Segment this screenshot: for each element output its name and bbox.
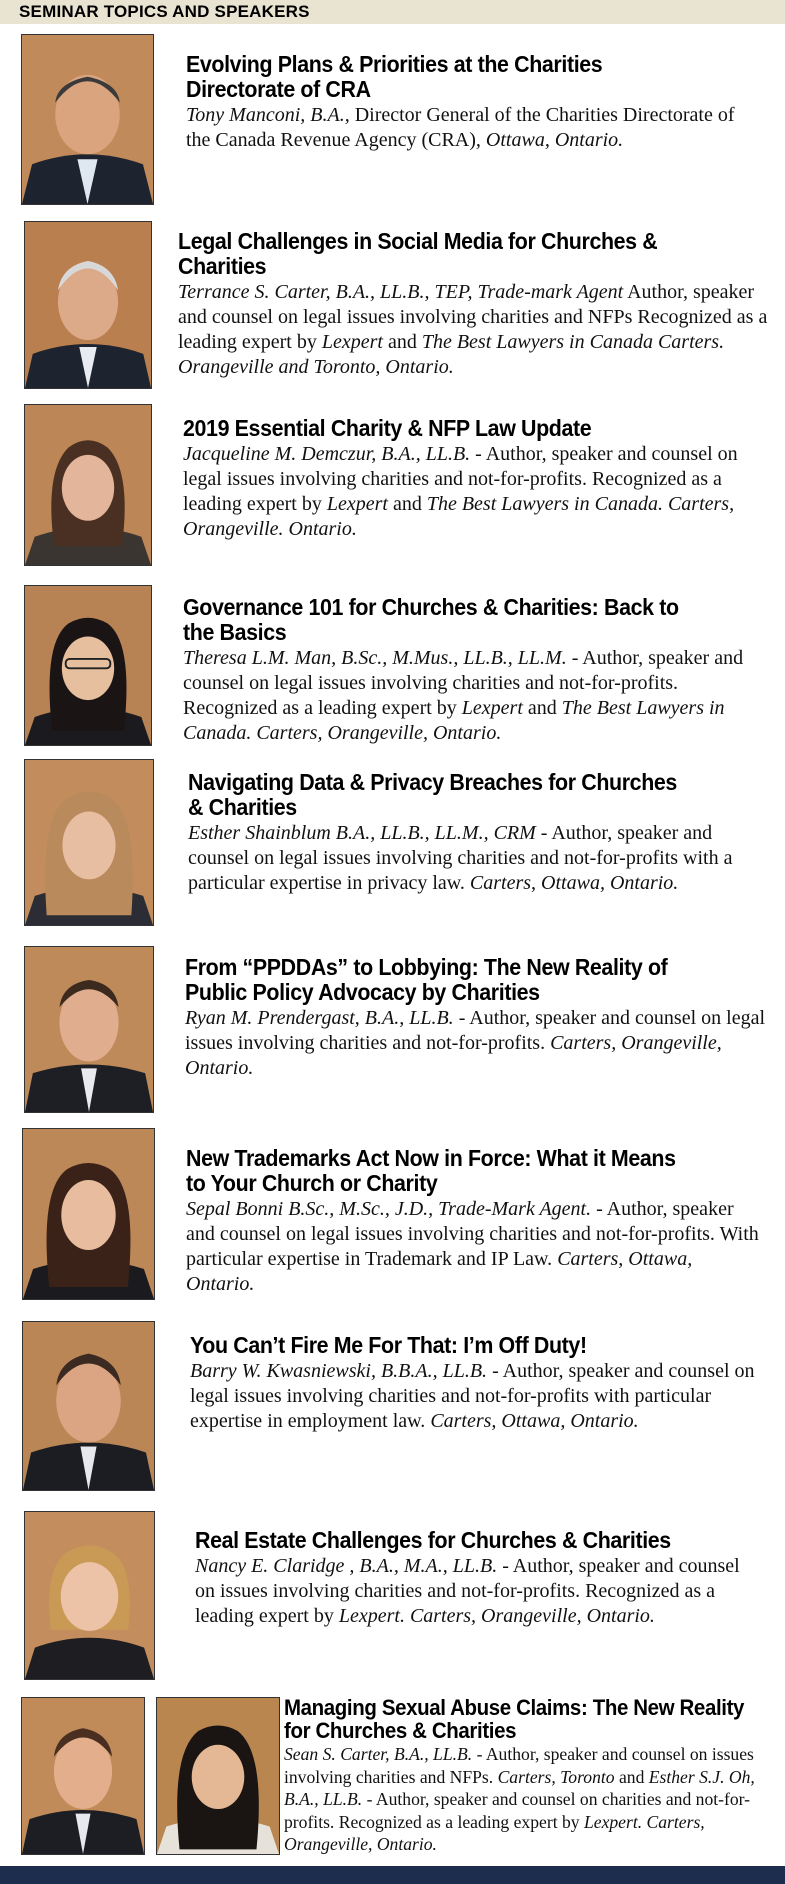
expert-source: Lexpert: [461, 697, 523, 719]
speaker-location: Carters, Toronto: [497, 1766, 615, 1787]
speaker-text: [190, 1333, 770, 1434]
speaker-text: [178, 229, 768, 380]
speaker-photo: [21, 34, 154, 205]
speaker-location: Carters, Orangeville, Ontario.: [409, 1605, 655, 1627]
speaker-name: Esther Shainblum B.A., LL.B., LL.M., CRM: [188, 822, 536, 844]
speaker-location: , Ottawa, Ontario.: [475, 129, 624, 151]
expert-source: Lexpert: [321, 331, 383, 353]
speaker-bio: [188, 821, 773, 896]
footer-bar: [0, 1866, 785, 1884]
speaker-description: - Author, speaker and counsel on legal issues involving charities and not-for-profits. With particular expertise in Trademark and IP Law.: [186, 1198, 759, 1270]
speaker-bio: [190, 1359, 770, 1434]
speaker-bio: [186, 1197, 761, 1297]
speaker-photo: [22, 1128, 155, 1300]
speaker-text: [183, 416, 768, 542]
conjunction: and: [614, 1766, 649, 1787]
conjunction: and: [382, 331, 422, 353]
speaker-name: Sepal Bonni B.Sc., M.Sc., J.D., Trade-Mark Agent.: [186, 1198, 592, 1220]
speaker-photo: [21, 1697, 145, 1855]
speaker-photo: [156, 1697, 280, 1855]
speaker-photo: [22, 1321, 155, 1491]
speaker-bio: [183, 442, 768, 542]
seminar-title: Real Estate Challenges for Churches & Charities: [195, 1527, 671, 1553]
speaker-location: Carters, Ottawa, Ontario.: [430, 1410, 639, 1432]
speaker-bio: [284, 1743, 779, 1856]
speaker-description: - Author, speaker and counsel on legal issues involving charities and not-for-profits with particular expertise in employment law.: [190, 1360, 755, 1432]
speaker-photo: [24, 946, 154, 1113]
speaker-description: Author, speaker and counsel on legal issues involving charities and NFPs Recognized as a leading expert by: [178, 281, 768, 353]
speaker-photo: [24, 1511, 155, 1680]
speaker-photo: [24, 404, 152, 566]
speaker-description: - Author, speaker and counsel on legal issues involving charities and not-for-profits. Recognized as a leading expert by: [183, 647, 744, 719]
speaker-bio: [185, 1006, 775, 1081]
speaker-bio: [186, 103, 761, 153]
speaker-photo: [24, 759, 154, 926]
speaker-location: Lexpert. Carters, Orangeville, Ontario.: [284, 1811, 705, 1854]
speaker-bio: [195, 1554, 760, 1629]
expert-source: Lexpert.: [338, 1605, 405, 1627]
speaker-description: - Author, speaker and counsel on charities and not-for-profits. Recognized as a leading expert by: [284, 1789, 751, 1832]
seminar-title: 2019 Essential Charity & NFP Law Update: [183, 415, 592, 441]
expert-source: Lexpert: [326, 493, 388, 515]
speaker-text: [188, 770, 773, 896]
conjunction: and: [387, 493, 427, 515]
speaker-description: - Author, speaker and counsel on issues involving charities and not-for-profits. Recognized as a leading expert by: [195, 1555, 740, 1627]
seminar-title: Evolving Plans & Priorities at the Charities Directorate of CRA: [186, 51, 603, 102]
seminar-title: Legal Challenges in Social Media for Churches & Charities: [178, 228, 658, 279]
speaker-text: [186, 52, 761, 153]
speaker-bio: [183, 646, 768, 746]
speaker-name: Theresa L.M. Man, B.Sc., M.Mus., LL.B., LL.M.: [183, 647, 567, 669]
speaker-photo: [24, 221, 152, 389]
seminar-title: Navigating Data & Privacy Breaches for Churches & Charities: [188, 769, 677, 820]
speaker-description: - Author, speaker and counsel on legal issues involving charities and not-for-profits with a particular expertise in privacy law.: [188, 822, 733, 894]
seminar-title: Governance 101 for Churches & Charities: Back to the Basics: [183, 594, 679, 645]
speaker-location: The Best Lawyers in Canada Carters. Orangeville and Toronto, Ontario.: [178, 331, 725, 378]
speaker-text: [183, 595, 768, 746]
speaker-bio: [178, 280, 768, 380]
seminar-title: New Trademarks Act Now in Force: What it Means to Your Church or Charity: [186, 1145, 676, 1196]
speaker-description: - Author, speaker and counsel on legal issues involving charities and not-for-profits.: [185, 1007, 766, 1054]
speaker-location: Carters, Ottawa, Ontario.: [186, 1248, 693, 1295]
speaker-text: [186, 1146, 761, 1297]
speaker-name: Barry W. Kwasniewski, B.B.A., LL.B.: [190, 1360, 488, 1382]
speaker-location: Carters, Ottawa, Ontario.: [469, 872, 679, 894]
speaker-name: Jacqueline M. Demczur, B.A., LL.B.: [183, 443, 471, 465]
speaker-location: Carters, Orangeville, Ontario.: [185, 1032, 722, 1079]
speaker-text: [284, 1696, 785, 1856]
section-title: SEMINAR TOPICS AND SPEAKERS: [19, 2, 310, 21]
seminar-title: From “PPDDAs” to Lobbying: The New Reality of Public Policy Advocacy by Charities: [185, 954, 668, 1005]
speaker-name: Ryan M. Prendergast, B.A., LL.B.: [185, 1007, 454, 1029]
speaker-name: Nancy E. Claridge , B.A., M.A., LL.B.: [195, 1555, 498, 1577]
conjunction: and: [522, 697, 562, 719]
speaker-name: Terrance S. Carter, B.A., LL.B., TEP, Trade-mark Agent: [178, 281, 624, 303]
speaker-photo: [24, 585, 152, 746]
speaker-location: The Best Lawyers in Canada. Carters, Orangeville. Ontario.: [183, 493, 735, 540]
seminar-title: Managing Sexual Abuse Claims: The New Reality for Churches & Charities: [284, 1695, 745, 1743]
speaker-description: - Author, speaker and counsel on legal issues involving charities and not-for-profits. Recognized as a leading expert by: [183, 443, 738, 515]
speaker-name: Tony Manconi, B.A.,: [186, 104, 350, 126]
speaker-text: [185, 955, 775, 1081]
seminar-title: You Can’t Fire Me For That: I’m Off Duty!: [190, 1332, 587, 1358]
speaker-text: [195, 1528, 760, 1629]
speaker-name: Sean S. Carter, B.A., LL.B.: [284, 1744, 473, 1764]
speaker-description: - Author, speaker and counsel on issues involving charities and NFPs.: [284, 1744, 754, 1787]
speaker-name: Esther S.J. Oh, B.A., LL.B.: [284, 1766, 755, 1809]
speaker-description: Director General of the Charities Directorate of the Canada Revenue Agency (CRA): [186, 104, 735, 151]
section-header: [0, 0, 785, 24]
speaker-location: The Best Lawyers in Canada. Carters, Orangeville, Ontario.: [183, 697, 725, 744]
